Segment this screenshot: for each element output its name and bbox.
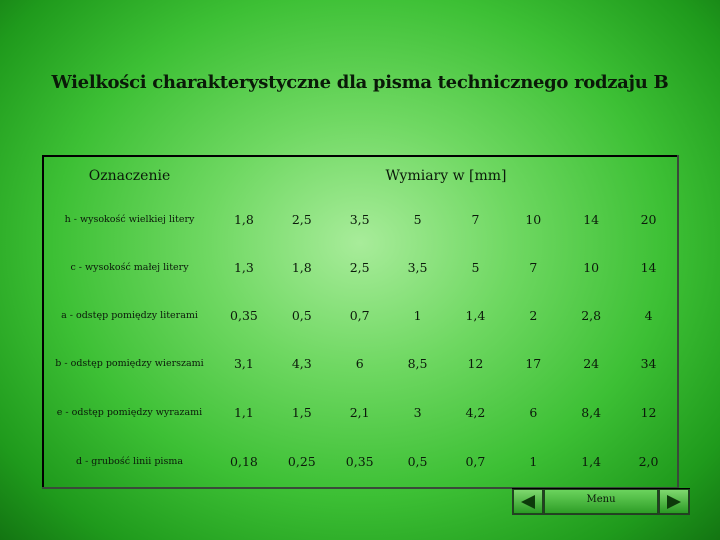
table-cell: 0,7 — [465, 454, 486, 470]
table-cell: 0,5 — [291, 308, 312, 324]
table-cell: 1,5 — [291, 404, 312, 420]
table-cell: 3 — [413, 404, 422, 420]
table-cell: 4 — [644, 308, 653, 324]
table-row — [43, 436, 678, 488]
table-cell: 1,1 — [233, 404, 254, 420]
table-cell: 14 — [640, 259, 657, 275]
next-slide-button[interactable] — [659, 489, 689, 514]
table-row — [43, 388, 678, 436]
row-label: e - odstęp pomiędzy wyrazami — [56, 406, 203, 418]
table-cell: 34 — [640, 356, 657, 372]
table-cell: 1,3 — [233, 259, 254, 275]
table-cell: 2,5 — [291, 211, 312, 227]
table-row — [43, 195, 678, 243]
table-cell: 20 — [640, 211, 657, 227]
table-cell: 10 — [583, 259, 600, 275]
header-designation: Oznaczenie — [88, 168, 171, 184]
table-cell: 1 — [413, 308, 422, 324]
menu-button[interactable]: Menu — [544, 489, 658, 514]
table-cell: 17 — [525, 356, 542, 372]
table-cell: 2,5 — [349, 259, 370, 275]
header-dimensions: Wymiary w [mm] — [385, 168, 507, 184]
table-cell: 1 — [529, 454, 538, 470]
row-label: d - grubość linii pisma — [75, 456, 184, 468]
table-cell: 2,0 — [638, 454, 659, 470]
table-cell: 2,8 — [581, 308, 602, 324]
table-cell: 3,5 — [349, 211, 370, 227]
table-cell: 6 — [355, 356, 364, 372]
table-cell: 6 — [529, 404, 538, 420]
row-label: c - wysokość małej litery — [70, 261, 189, 273]
row-label: h - wysokość wielkiej litery — [64, 213, 195, 225]
table-cell: 0,35 — [345, 454, 374, 470]
table-row — [43, 292, 678, 340]
table-cell: 7 — [529, 259, 538, 275]
table-cell: 1,4 — [465, 308, 486, 324]
table-cell: 0,35 — [230, 308, 258, 324]
table-cell: 0,25 — [287, 454, 316, 470]
table-cell: 0,7 — [349, 308, 370, 324]
table-cell: 8,5 — [407, 356, 428, 372]
table-cell: 3,5 — [407, 259, 428, 275]
dimensions-table — [42, 155, 679, 489]
row-label: b - odstęp pomiędzy wierszami — [55, 358, 204, 370]
slide-title: Wielkości charakterystyczne dla pisma technicznego rodzaju B — [51, 72, 669, 93]
table-cell: 7 — [471, 211, 480, 227]
table-cell: 8,4 — [581, 404, 602, 420]
triangle-left-icon — [519, 494, 537, 510]
table-cell: 4,2 — [465, 404, 486, 420]
table-cell: 5 — [413, 211, 422, 227]
table-cell: 10 — [525, 211, 542, 227]
table-cell: 2 — [529, 308, 538, 324]
table-cell: 5 — [471, 259, 480, 275]
table-cell: 12 — [640, 404, 657, 420]
previous-slide-button[interactable] — [513, 489, 543, 514]
table-cell: 0,5 — [407, 454, 428, 470]
table-cell: 4,3 — [291, 356, 312, 372]
table-cell: 24 — [583, 356, 600, 372]
table-header-row — [43, 156, 678, 195]
table-cell: 1,8 — [291, 259, 312, 275]
table-cell: 2,1 — [349, 404, 370, 420]
table-cell: 1,8 — [233, 211, 254, 227]
triangle-right-icon — [665, 494, 683, 510]
table-cell: 0,18 — [230, 454, 258, 470]
table-cell: 14 — [583, 211, 600, 227]
table-row — [43, 340, 678, 388]
row-label: a - odstęp pomiędzy literami — [61, 310, 198, 322]
table-cell: 12 — [467, 356, 484, 372]
table-row — [43, 243, 678, 291]
table-cell: 1,4 — [581, 454, 602, 470]
table-cell: 3,1 — [233, 356, 254, 372]
